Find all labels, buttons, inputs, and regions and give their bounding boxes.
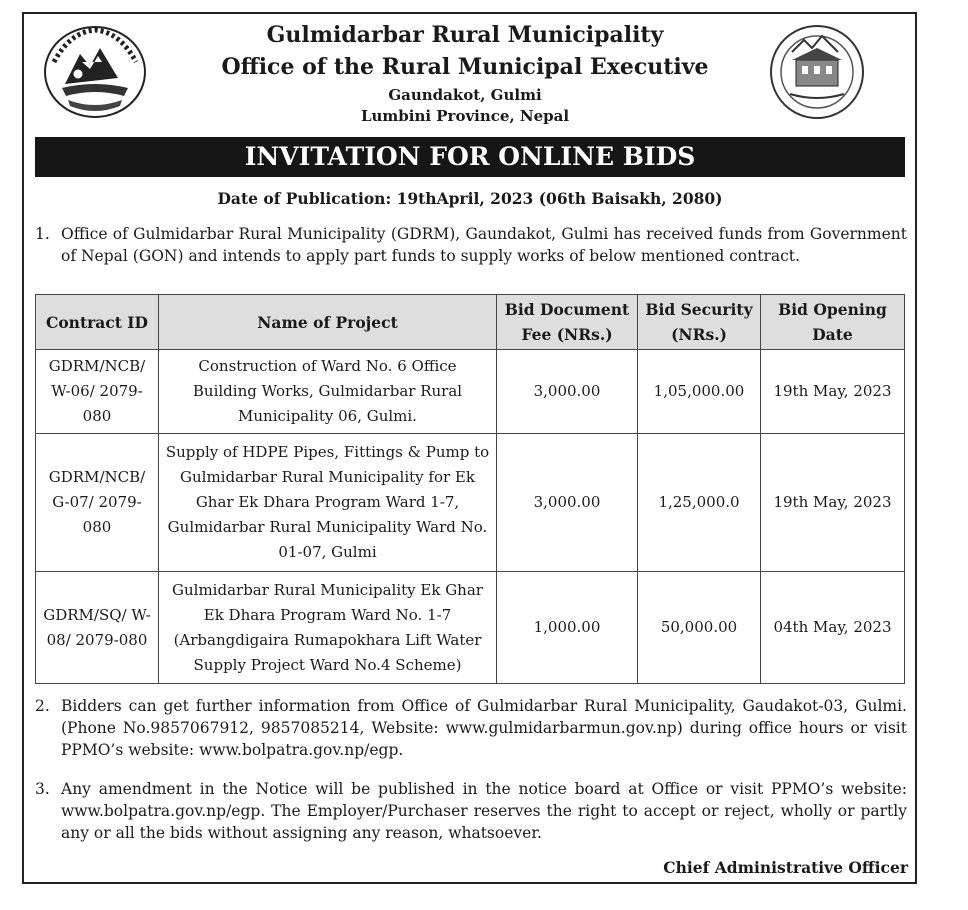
table-row	[36, 434, 905, 572]
paragraph-text: Office of Gulmidarbar Rural Municipality (GDRM), Gaundakot, Gulmi has received funds from Government of Nepal (GON) and intends to apply part funds to supply works of below mentioned contract.	[61, 225, 907, 265]
signature: Chief Administrative Officer	[663, 858, 908, 877]
col-project: Name of Project	[159, 295, 497, 350]
col-fee: Bid Document Fee (NRs.)	[497, 295, 638, 350]
notice-banner: INVITATION FOR ONLINE BIDS	[35, 137, 905, 177]
org-name: Gulmidarbar Rural Municipality	[266, 22, 664, 48]
table-row	[36, 350, 905, 434]
paragraph-text: Bidders can get further information from Office of Gulmidarbar Rural Municipality, Gaudakot-03, Gulmi. (Phone No.9857067912, 9857085214, Website: www.gulmidarbarmun.gov.np) during office hours or visit PPMO’s website: www.bolpatra.gov.np/egp.	[61, 697, 907, 759]
cell-security: 1,05,000.00	[638, 350, 761, 434]
col-contract-id: Contract ID	[36, 295, 159, 350]
paragraph-3	[35, 778, 907, 844]
cell-security: 1,25,000.0	[638, 434, 761, 572]
paragraph-number: 3.	[35, 780, 50, 798]
cell-project: Gulmidarbar Rural Municipality Ek Ghar Ek Dhara Program Ward No. 1-7 (Arbangdigaira Rumapokhara Lift Water Supply Project Ward No.4 Scheme)	[159, 572, 497, 684]
paragraph-text: Any amendment in the Notice will be published in the notice board at Office or visit PPMO’s website: www.bolpatra.gov.np/egp. The Employer/Purchaser reserves the right to accept or reject, wholly or partly any or all the bids without assigning any reason, whatsoever.	[61, 780, 907, 842]
paragraph-number: 2.	[35, 697, 50, 715]
nepal-emblem-icon	[40, 22, 150, 122]
paragraph-number: 1.	[35, 225, 50, 243]
cell-project: Construction of Ward No. 6 Office Building Works, Gulmidarbar Rural Municipality 06, Gulmi.	[159, 350, 497, 434]
cell-fee: 3,000.00	[497, 434, 638, 572]
publication-date: Date of Publication: 19thApril, 2023 (06th Baisakh, 2080)	[217, 189, 723, 208]
table-header-row	[36, 295, 905, 350]
municipality-seal-icon	[762, 22, 872, 122]
paragraph-1	[35, 223, 907, 267]
cell-security: 50,000.00	[638, 572, 761, 684]
bids-table	[35, 294, 905, 684]
address-line-1: Gaundakot, Gulmi	[388, 86, 542, 104]
cell-contract-id: GDRM/NCB/ W-06/ 2079-080	[36, 350, 159, 434]
cell-opening: 04th May, 2023	[761, 572, 905, 684]
table-row	[36, 572, 905, 684]
cell-contract-id: GDRM/NCB/ G-07/ 2079-080	[36, 434, 159, 572]
office-name: Office of the Rural Municipal Executive	[221, 54, 709, 80]
address-line-2: Lumbini Province, Nepal	[360, 107, 570, 125]
paragraph-2	[35, 695, 907, 761]
cell-opening: 19th May, 2023	[761, 350, 905, 434]
cell-contract-id: GDRM/SQ/ W-08/ 2079-080	[36, 572, 159, 684]
cell-fee: 3,000.00	[497, 350, 638, 434]
cell-fee: 1,000.00	[497, 572, 638, 684]
cell-project: Supply of HDPE Pipes, Fittings & Pump to Gulmidarbar Rural Municipality for Ek Ghar Ek Dhara Program Ward 1-7, Gulmidarbar Rural Municipality Ward No. 01-07, Gulmi	[159, 434, 497, 572]
cell-opening: 19th May, 2023	[761, 434, 905, 572]
col-security: Bid Security (NRs.)	[638, 295, 761, 350]
col-opening: Bid Opening Date	[761, 295, 905, 350]
